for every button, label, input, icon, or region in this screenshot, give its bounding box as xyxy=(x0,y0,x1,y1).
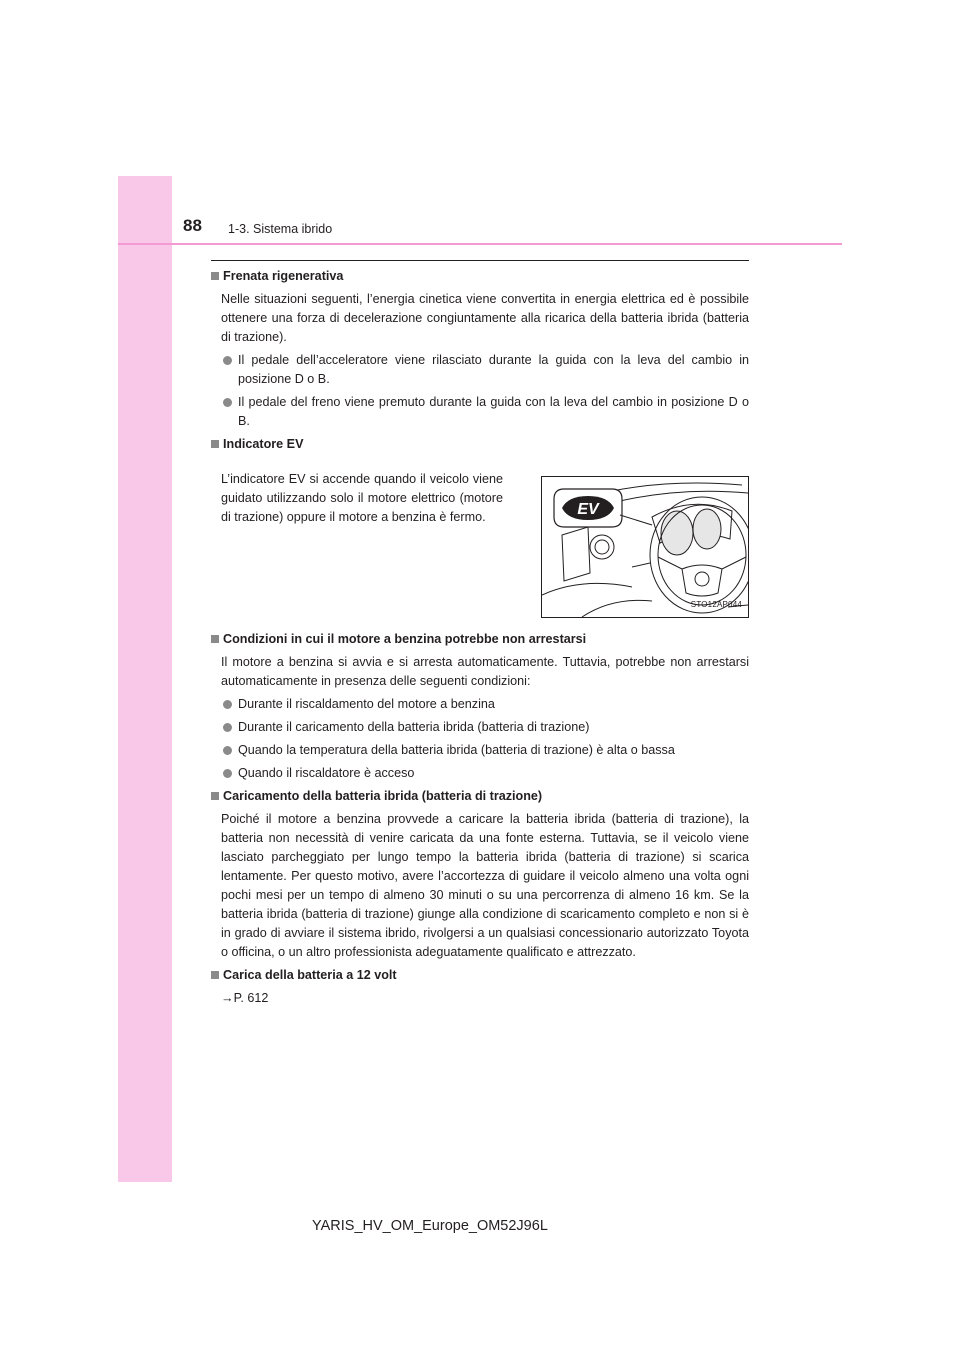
square-bullet-icon xyxy=(211,440,219,448)
round-bullet-icon xyxy=(223,723,232,732)
figure-code: STO12AP044 xyxy=(690,600,742,609)
side-tab-band xyxy=(118,176,172,1182)
square-bullet-icon xyxy=(211,792,219,800)
page-reference-link[interactable]: →P. 612 xyxy=(221,991,269,1005)
round-bullet-icon xyxy=(223,356,232,365)
round-bullet-icon xyxy=(223,398,232,407)
list-item: Il pedale dell’acceleratore viene rilasciato durante la guida con la leva del cambio in posizione D o B. xyxy=(211,351,749,389)
list-item: Il pedale del freno viene premuto durante la guida con la leva del cambio in posizione D o B. xyxy=(211,393,749,431)
ev-indicator-block xyxy=(211,458,749,618)
round-bullet-icon xyxy=(223,769,232,778)
list-item: Quando il riscaldatore è acceso xyxy=(211,764,749,783)
list-item: Durante il riscaldamento del motore a benzina xyxy=(211,695,749,714)
content-rule xyxy=(211,260,749,261)
heading-caricamento-batteria: Caricamento della batteria ibrida (batteria di trazione) xyxy=(211,787,749,806)
footer-doc-id: YARIS_HV_OM_Europe_OM52J96L xyxy=(312,1218,548,1234)
square-bullet-icon xyxy=(211,971,219,979)
list-item: Quando la temperatura della batteria ibrida (batteria di trazione) è alta o bassa xyxy=(211,741,749,760)
paragraph: L’indicatore EV si accende quando il veicolo viene guidato utilizzando solo il motore elettrico (motore di trazione) oppure il motore a benzina è fermo. xyxy=(221,472,503,524)
page-number: 88 xyxy=(183,216,202,235)
section-title: 1-3. Sistema ibrido xyxy=(228,222,333,236)
round-bullet-icon xyxy=(223,746,232,755)
heading-indicatore-ev: Indicatore EV xyxy=(211,435,749,454)
square-bullet-icon xyxy=(211,272,219,280)
square-bullet-icon xyxy=(211,635,219,643)
heading-condizioni-arresto: Condizioni in cui il motore a benzina potrebbe non arrestarsi xyxy=(211,630,749,649)
paragraph: Poiché il motore a benzina provvede a caricare la batteria ibrida (batteria di trazione), la batteria non necessità di venire caricata da una fonte esterna. Tuttavia, se il veicolo viene lasciato parcheggiato per lungo tempo la batteria ibrida (batteria di trazione) si scarica lentamente. Per questo motivo, avere l’accortezza di guidare il veicolo almeno una volta ogni pochi mesi per un tempo di almeno 30 minuti o su una percorrenza di almeno 16 km. Se la batteria ibrida (batteria di trazione) giunge alla condizione di scaricamento completo e non si è in grado di avviare il sistema ibrido, rivolgersi a un qualsiasi concessionario autorizzato Toyota o officina, o un altro professionista adeguatamente qualificato e attrezzato. xyxy=(221,812,749,959)
dashboard-illustration xyxy=(541,476,749,618)
ev-badge-icon: EV xyxy=(577,501,599,518)
paragraph: Nelle situazioni seguenti, l’energia cinetica viene convertita in energia elettrica ed è possibile ottenere una forza di decelerazione congiuntamente alla ricarica della batteria ibrida (batteria di trazione). xyxy=(221,292,749,344)
main-content xyxy=(211,267,749,1012)
paragraph: Il motore a benzina si avvia e si arresta automaticamente. Tuttavia, potrebbe non arrestarsi automaticamente in presenza delle seguenti condizioni: xyxy=(221,655,749,688)
round-bullet-icon xyxy=(223,700,232,709)
list-item: Durante il caricamento della batteria ibrida (batteria di trazione) xyxy=(211,718,749,737)
heading-frenata-rigenerativa: Frenata rigenerativa xyxy=(211,267,749,286)
heading-carica-12v: Carica della batteria a 12 volt xyxy=(211,966,749,985)
header-rule xyxy=(118,243,842,245)
